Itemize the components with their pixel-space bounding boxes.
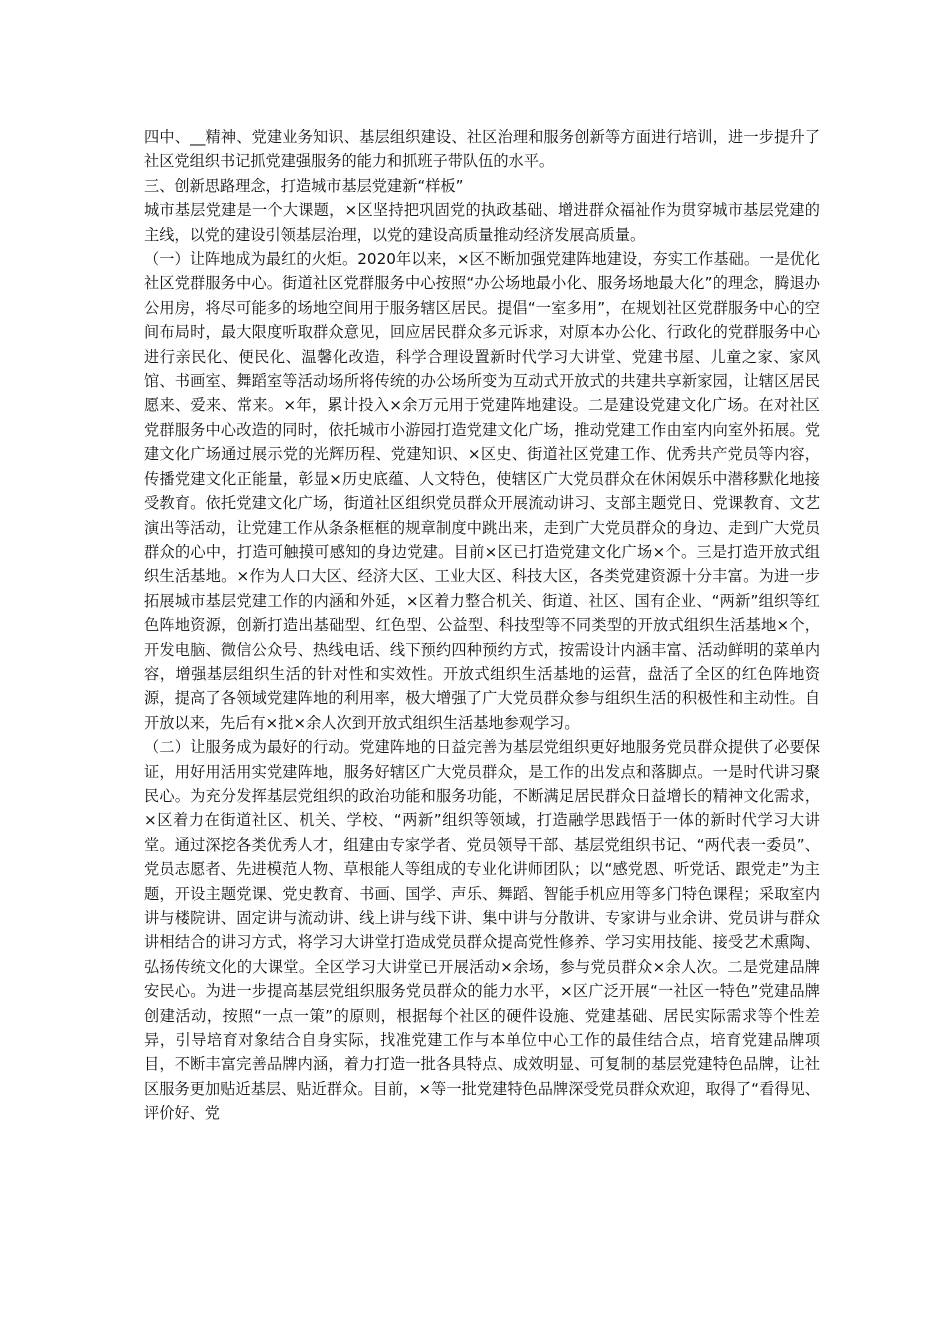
paragraph-training-summary: 四中、__精神、党建业务知识、基层组织建设、社区治理和服务创新等方面进行培训，进一步提升了社区党组织书记抓党建强服务的能力和抓班子带队伍的水平。 — [144, 128, 820, 171]
document-body — [144, 125, 820, 1126]
paragraph-section-intro: 城市基层党建是一个大课题，×区坚持把巩固党的执政基础、增进群众福祉作为贯穿城市基层党建的主线，以党的建设引领基层治理，以党的建设高质量推动经济发展高质量。 — [144, 201, 820, 244]
paragraph-subsection-two: （二）让服务成为最好的行动。党建阵地的日益完善为基层党组织更好地服务党员群众提供了必要保证，用好用活用实党建阵地，服务好辖区广大党员群众，是工作的出发点和落脚点。一是时代讲习聚民心。为充分发挥基层党组织的政治功能和服务功能，不断满足居民群众日益增长的精神文化需求，×区着力在街道社区、机关、学校、“两新”组织等领域，打造融学思践悟于一体的新时代学习大讲堂。通过深挖各类优秀人才，组建由专家学者、党员领导干部、基层党组织书记、“两代表一委员”、党员志愿者、先进模范人物、草根能人等组成的专业化讲师团队；以“感党恩、听党话、跟党走”为主题，开设主题党课、党史教育、书画、国学、声乐、舞蹈、智能手机应用等多门特色课程；采取室内讲与楼院讲、固定讲与流动讲、线上讲与线下讲、集中讲与分散讲、专家讲与业余讲、党员讲与群众讲相结合的讲习方式，将学习大讲堂打造成党员群众提高党性修养、学习实用技能、接受艺术熏陶、弘扬传统文化的大课堂。全区学习大讲堂已开展活动×余场，参与党员群众×余人次。二是党建品牌安民心。为进一步提高基层党组织服务党员群众的能力水平，×区广泛开展“一社区一特色”党建品牌创建活动，按照“一点一策”的原则，根据每个社区的硬件设施、党建基础、居民实际需求等个性差异，引导培育对象结合自身实际，找准党建工作与本单位中心工作的最佳结合点，培育党建品牌项目，不断丰富完善品牌内涵，着力打造一批各具特点、成效明显、可复制的基层党建特色品牌，让社区服务更加贴近基层、贴近群众。目前，×等一批党建特色品牌深受党员群众欢迎，取得了“看得见、评价好、党 — [144, 738, 820, 1123]
section-heading-three: 三、创新思路理念，打造城市基层党建新“样板” — [144, 176, 464, 195]
paragraph-subsection-one: （一）让阵地成为最红的火炬。2020年以来，×区不断加强党建阵地建设，夯实工作基础。一是优化社区党群服务中心。街道社区党群服务中心按照“办公场地最小化、服务场地最大化”的理念，腾退办公用房，将尽可能多的场地空间用于服务辖区居民。提倡“一室多用”，在规划社区党群服务中心的空间布局时，最大限度听取群众意见，回应居民群众多元诉求，对原本办公化、行政化的党群服务中心进行亲民化、便民化、温馨化改造，科学合理设置新时代学习大讲堂、党建书屋、儿童之家、家风馆、书画室、舞蹈室等活动场所将传统的办公场所变为互动式开放式的共建共享新家园，让辖区居民愿来、爱来、常来。×年，累计投入×余万元用于党建阵地建设。二是建设党建文化广场。在对社区党群服务中心改造的同时，依托城市小游园打造党建文化广场，推动党建工作由室内向室外拓展。党建文化广场通过展示党的光辉历程、党建知识、×区史、街道社区党建工作、优秀共产党员等内容，传播党建文化正能量，彰显×历史底蕴、人文特色，使辖区广大党员群众在休闲娱乐中潜移默化地接受教育。依托党建文化广场，街道社区组织党员群众开展流动讲习、支部主题党日、党课教育、文艺演出等活动，让党建工作从条条框框的规章制度中跳出来，走到广大党员群众的身边、走到广大党员群众的心中，打造可触摸可感知的身边党建。目前×区已打造党建文化广场×个。三是打造开放式组织生活基地。×作为人口大区、经济大区、工业大区、科技大区，各类党建资源十分丰富。为进一步拓展城市基层党建工作的内涵和外延，×区着力整合机关、街道、社区、国有企业、“两新”组织等红色阵地资源，创新打造出基础型、红色型、公益型、科技型等不同类型的开放式组织生活基地×个，开发电脑、微信公众号、热线电话、线下预约四种预约方式，按需设计内涵丰富、活动鲜明的菜单内容，增强基层组织生活的针对性和实效性。开放式组织生活基地的运营，盘活了全区的红色阵地资源，提高了各领域党建阵地的利用率，极大增强了广大党员群众参与组织生活的积极性和主动性。自开放以来，先后有×批×余人次到开放式组织生活基地参观学习。 — [144, 250, 820, 732]
